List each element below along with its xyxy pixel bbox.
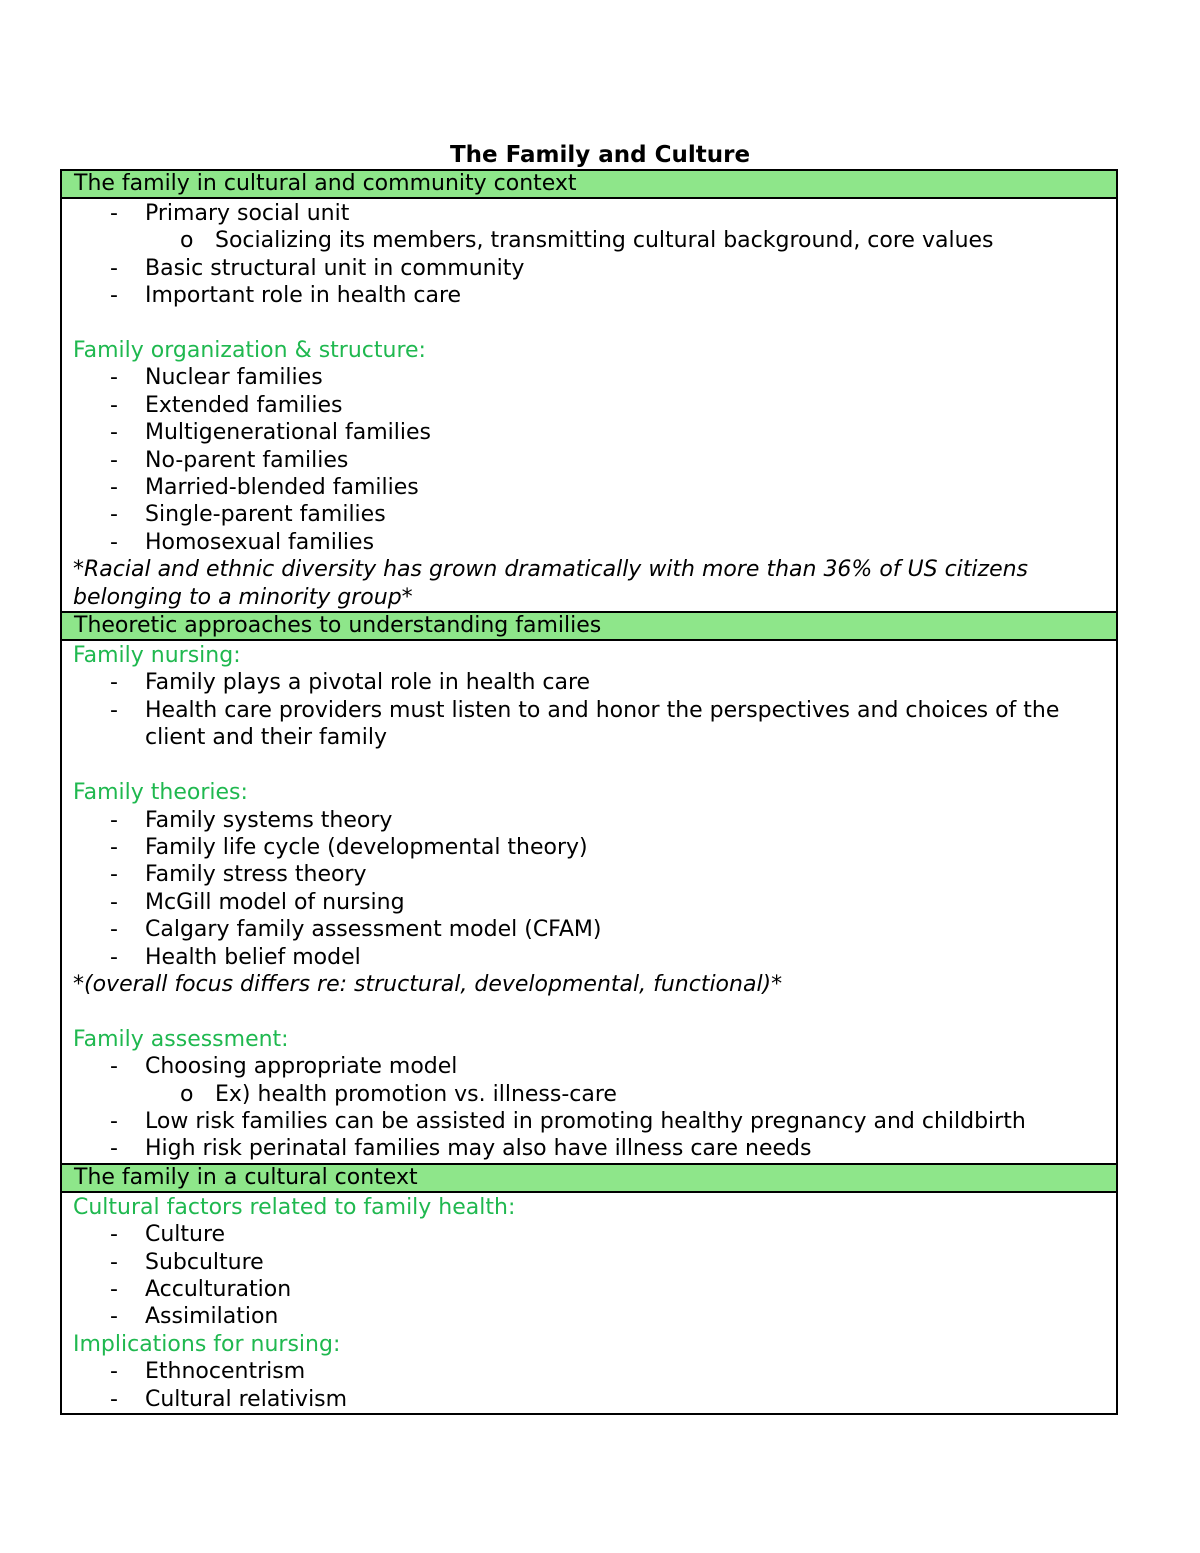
spacer <box>73 752 1105 779</box>
list-item: - Family plays a pivotal role in health care <box>73 669 1105 696</box>
list-item: - Assimilation <box>73 1303 1105 1330</box>
bullet-list <box>73 200 1105 310</box>
list-item: - Cultural relativism <box>73 1386 1105 1413</box>
list-item: - Family systems theory <box>73 807 1105 834</box>
list-item: - Multigenerational families <box>73 419 1105 446</box>
sub-bullet-list <box>73 1081 1105 1108</box>
list-item: - Homosexual families <box>73 529 1105 556</box>
list-item: - Health care providers must listen to and honor the perspectives and choices of the client and their family <box>73 697 1105 752</box>
list-item: - High risk perinatal families may also have illness care needs <box>73 1135 1105 1162</box>
list-item: - Calgary family assessment model (CFAM) <box>73 916 1105 943</box>
spacer <box>73 998 1105 1025</box>
section-header-theoretic-approaches: Theoretic approaches to understanding families <box>62 611 1116 641</box>
sub-bullet-list <box>73 227 1105 254</box>
list-item: - Health belief model <box>73 944 1105 971</box>
bullet-list <box>73 364 1105 556</box>
subheading: Family nursing: <box>73 643 241 669</box>
list-item: o Socializing its members, transmitting cultural background, core values <box>73 227 1105 254</box>
section-header-community-context: The family in cultural and community context <box>62 171 1116 199</box>
list-item: - Important role in health care <box>73 282 1105 309</box>
section-body-theoretic-approaches <box>62 641 1116 1163</box>
bullet-list <box>73 807 1105 971</box>
bullet-list <box>73 1053 1105 1163</box>
section-body-cultural-context <box>62 1193 1116 1413</box>
spacer <box>73 310 1105 337</box>
list-item: - Culture <box>73 1221 1105 1248</box>
note-text: *Racial and ethnic diversity has grown dramatically with more than 36% of US citizens belonging to a minority group* <box>73 557 1029 610</box>
note-text: *(overall focus differs re: structural, developmental, functional)* <box>73 971 783 997</box>
list-item: - Married-blended families <box>73 474 1105 501</box>
list-item: - No-parent families <box>73 447 1105 474</box>
list-item: - Low risk families can be assisted in promoting healthy pregnancy and childbirth <box>73 1108 1105 1135</box>
section-body-community-context <box>62 199 1116 611</box>
list-item: - Choosing appropriate model o Ex) health promotion vs. illness-care <box>73 1053 1105 1108</box>
list-item: - Single-parent families <box>73 501 1105 528</box>
list-item: - Nuclear families <box>73 364 1105 391</box>
subheading: Family assessment: <box>73 1026 289 1052</box>
list-item: - Ethnocentrism <box>73 1358 1105 1385</box>
section-header-cultural-context: The family in a cultural context <box>62 1163 1116 1193</box>
list-item: - Basic structural unit in community <box>73 255 1105 282</box>
list-item: - Subculture <box>73 1249 1105 1276</box>
list-item: - McGill model of nursing <box>73 889 1105 916</box>
list-item: o Ex) health promotion vs. illness-care <box>73 1081 1105 1108</box>
bullet-list <box>73 669 1105 751</box>
list-item: - Primary social unit o Socializing its members, transmitting cultural background, core values <box>73 200 1105 255</box>
subheading: Implications for nursing: <box>73 1331 341 1357</box>
subheading: Family organization & structure: <box>73 338 426 364</box>
list-item: - Extended families <box>73 392 1105 419</box>
document-title: The Family and Culture <box>449 142 751 168</box>
subheading: Family theories: <box>73 780 248 806</box>
bullet-list <box>73 1358 1105 1413</box>
list-item: - Family stress theory <box>73 861 1105 888</box>
notes-table <box>60 169 1118 1415</box>
bullet-list <box>73 1221 1105 1331</box>
list-item: - Family life cycle (developmental theory) <box>73 834 1105 861</box>
subheading: Cultural factors related to family health: <box>73 1194 516 1220</box>
list-item: - Acculturation <box>73 1276 1105 1303</box>
